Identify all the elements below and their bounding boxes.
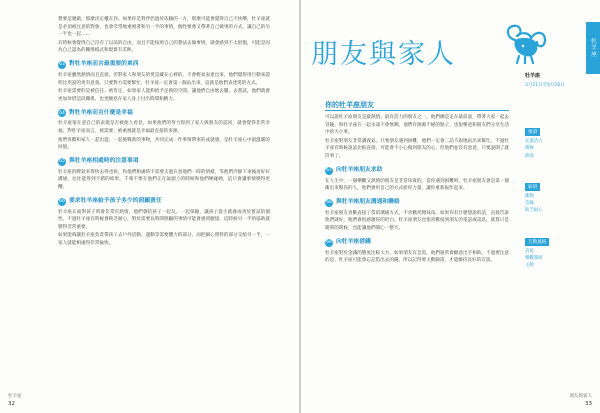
body-paragraph: 牡羊座需要的是被信任、被肯定，如果家人能夠給予足夠的空間，讓他們自由地去闖、去嘗試，他們就會更加珍惜這段關係，也更願意在家人身上付出時間和精力。 bbox=[58, 89, 270, 102]
sign-dates: 3月21日至4月20日 bbox=[525, 83, 565, 88]
sidebar-trait-item: 積極 bbox=[525, 146, 534, 152]
section-heading bbox=[325, 199, 509, 207]
section-number-badge: 65 bbox=[59, 158, 65, 164]
sidebar-trait-item: 主動 bbox=[525, 263, 534, 269]
section-heading bbox=[325, 239, 509, 247]
sidebar-trait-item: 衝動 bbox=[525, 193, 534, 199]
body-paragraph: 牡羊座對於金錢的態度比較大方，如果朋友有急需，他們通常會願意出手相助。不過要注意的是，牡羊座可能會忘記借出去的錢，所以記得要主動歸還，才能維持良好的友誼。 bbox=[325, 250, 509, 264]
section-number-badge: 69 bbox=[326, 239, 332, 245]
left-footer-label: 牡羊座 bbox=[8, 394, 22, 399]
right-page-number: 33 bbox=[585, 401, 592, 407]
section-title: 與牡羊座朋友溝通和聯絡 bbox=[336, 198, 400, 205]
sidebar-trait-item: 熱情 bbox=[525, 153, 534, 159]
section-title: 向牡羊座借錢 bbox=[336, 238, 371, 245]
body-paragraph: 有時候會覺得自己沒有了以前的自由，而且不能按照自己的想法去做事情，就會感到不太舒服，可能是因為自己認為的關係模式和現實有差距。 bbox=[58, 40, 270, 54]
sidebar-trait-item: 直接 bbox=[525, 248, 534, 254]
section-title: 與牡羊座相處時的注意事項 bbox=[69, 157, 139, 164]
sidebar-group-heading: 強項 bbox=[525, 128, 540, 136]
section-number-badge: 68 bbox=[326, 199, 332, 205]
section-title: 向牡羊座朋友求助 bbox=[336, 166, 383, 173]
sidebar-group-heading: 互動風格 bbox=[525, 238, 549, 246]
left-page-number: 32 bbox=[8, 401, 15, 407]
section-title: 對牡羊座而言什麼是幸福 bbox=[69, 109, 133, 116]
sidebar-group bbox=[525, 173, 583, 215]
sidebar-trait-item: 急躁 bbox=[525, 201, 534, 207]
section-heading bbox=[58, 198, 270, 206]
sidebar-group bbox=[525, 118, 583, 160]
aries-ram-icon bbox=[501, 22, 549, 64]
sidebar-group-heading: 弱項 bbox=[525, 183, 540, 191]
section-number-badge: 67 bbox=[326, 167, 332, 173]
sidebar-trait-item: 充滿活力 bbox=[525, 139, 543, 144]
sidebar-trait-item: 缺乏耐心 bbox=[525, 208, 543, 214]
sign-info bbox=[525, 72, 585, 88]
section-title: 要求牡羊座給予孩子多少的照顧責任 bbox=[69, 197, 162, 204]
right-page-content bbox=[325, 114, 509, 266]
body-paragraph: 牡羊座朋友喜歡直接了當的溝通方式，不喜歡拐彎抹角。如果你有什麼想說的話，直接告訴他們就好，他們會很感激你的坦白。牡羊座朋友也很喜歡接到朋友的電話或訊息，就算只是簡單的問候，也能讓他們開心一整天。 bbox=[325, 210, 509, 231]
section-subheading: 你的牡羊座朋友 bbox=[325, 101, 374, 109]
section-heading bbox=[58, 158, 270, 166]
section-title: 對牡羊座而言最重要的東西 bbox=[69, 61, 139, 68]
body-paragraph: 牡羊座的脾氣來得快去得也快，和他們相處時不需要太過在意他們一時的情緒，等他們冷靜下來後再好好溝通，往往能得到不錯的結果。千萬不要在他們正在氣頭上的時候和他們硬碰硬，這只會讓事情變得更糟。 bbox=[58, 169, 270, 190]
right-page bbox=[301, 0, 600, 413]
left-page bbox=[0, 0, 299, 413]
sign-name: 牡羊座 bbox=[525, 73, 541, 79]
left-page-content bbox=[58, 16, 270, 248]
body-paragraph: 如果能夠讓牡羊座負責帶孩子去戶外活動、運動等需要體力的部分，而把細心照料的部分交給另一半，一家人就能相處得非常愉快。 bbox=[58, 233, 270, 246]
section-number-badge: 64 bbox=[59, 110, 65, 116]
section-number-badge: 63 bbox=[59, 62, 65, 68]
section-heading bbox=[325, 167, 509, 175]
zodiac-side-tab: 牡羊座 bbox=[586, 22, 600, 74]
sidebar-group bbox=[525, 228, 583, 270]
body-paragraph: 牡羊座雖然熱情而且直接，但對家人和朋友的愛是藏在心裡的，不會輕易表達出來，他們覺得用行動來證明比用說的更有意義。只要對方需要幫忙，牡羊座一定會第一個站出來，這就是他們表達愛的方式。 bbox=[58, 72, 270, 86]
body-paragraph: 他們喜歡和家人一起出遊、一起挑戰新的事物，共同完成一件事情帶來的成就感，是牡羊座心中最溫暖的回憶。 bbox=[58, 137, 270, 151]
section-number-badge: 66 bbox=[59, 198, 65, 204]
body-paragraph: 想要這麼做，那麼決定權在你。如果你是對伴侶過於依賴的一方，那麼可能會覺得自己不快樂，牡羊座就是必須被注意的對象，也會非常地重視著和另一半的事情，個性要強又帶著自己做事的方式，讓自己的另一半也一起…… bbox=[58, 17, 270, 38]
sidebar-trait-item: 樂觀開朗 bbox=[525, 256, 543, 262]
body-paragraph: 牡羊座在面對孩子時會非常有熱情，他們會陪孩子一起玩、一起探險，讓孩子從小就養成勇於嘗試的個性。不過牡羊座有時候會缺乏耐心，對於需要長時間照顧的事情可能會感到厭煩，這時候另一半的協助就變得非常重要。 bbox=[58, 209, 270, 230]
section-heading bbox=[58, 61, 270, 69]
chapter-title: 朋友與家人 bbox=[311, 39, 456, 70]
body-paragraph: 可以說牡羊座朋友是最熱情、最有活力的朋友之一，他們總是走在最前面，帶著大家一起去冒險。和牡羊座在一起永遠不會無聊，他們有源源不絕的點子，也很樂意和朋友們分享生活中的大小事。 bbox=[325, 115, 509, 136]
section-heading bbox=[58, 109, 270, 117]
right-footer-label: 朋友與家人 bbox=[569, 394, 592, 399]
subheading-rule bbox=[325, 110, 509, 111]
body-paragraph: 牡羊座對朋友非常講義氣，只要朋友遇到困難，他們一定會二話不說地站出來幫忙。不過牡羊座有時候說話比較直接，可能會不小心傷到朋友的心，但他們並沒有惡意，只要說開了就沒事了。 bbox=[325, 138, 509, 159]
traits-sidebar bbox=[525, 118, 583, 283]
body-paragraph: 牡羊座很在意自己的表現是否被他人看見，如果他們的努力得到了家人與朋友的認同，就會覺得非常幸福。對牡羊座而言，被需要、被重視就是幸福最直接的來源。 bbox=[58, 121, 270, 134]
body-paragraph: 在人生中，一個樂觀又熱情的朋友是非常珍貴的。當你遇到困難時，牡羊座朋友會是第一個衝出來幫你的人，他們會用自己的方式給你力量，讓你重新振作起來。 bbox=[325, 178, 509, 192]
